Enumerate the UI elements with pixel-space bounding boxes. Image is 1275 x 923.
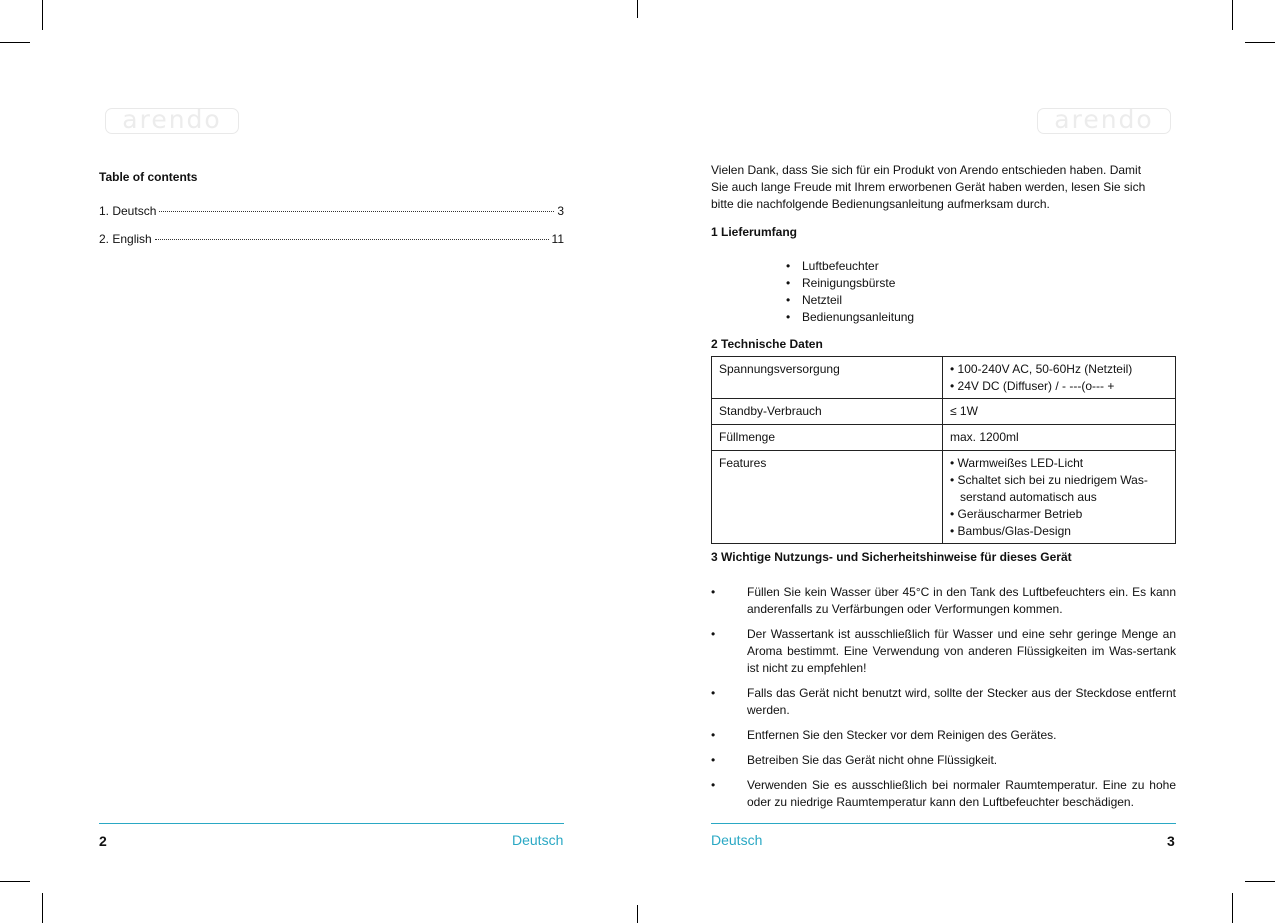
crop-mark <box>1245 42 1275 43</box>
safety-text: Betreiben Sie das Gerät nicht ohne Flüssigkeit. <box>747 753 998 767</box>
footer-language-left: Deutsch <box>512 832 564 848</box>
intro-line: Sie auch lange Freude mit Ihrem erworbenen Gerät haben werden, lesen Sie sich <box>711 180 1146 194</box>
crop-mark <box>0 42 30 43</box>
crop-mark <box>0 881 30 882</box>
crop-mark <box>637 0 638 18</box>
crop-mark <box>42 893 43 923</box>
bullet-icon: • <box>711 728 716 742</box>
list-item: • Bedienungsanleitung <box>786 309 914 326</box>
toc-leader-dots <box>155 239 549 240</box>
list-item: • Reinigungsbürste <box>786 275 914 292</box>
crop-mark <box>1245 881 1275 882</box>
spec-label: Füllmenge <box>712 425 943 451</box>
intro-line: Vielen Dank, dass Sie sich für ein Produkt von Arendo entschieden haben. Damit <box>711 163 1142 177</box>
safety-text: Füllen Sie kein Wasser über 45°C in den Tank des Luftbefeuchters ein. Es kann anderenfalls zu Verfärbungen oder Verformungen kommen. <box>747 585 1176 616</box>
section-heading-specs: 2 Technische Daten <box>711 337 823 351</box>
crop-mark <box>637 905 638 923</box>
list-item <box>711 584 1176 618</box>
intro-paragraph <box>711 162 1176 213</box>
list-item <box>711 727 1176 744</box>
bullet-icon: • <box>711 627 716 641</box>
crop-mark <box>42 0 43 30</box>
toc-entry-page: 11 <box>551 232 564 246</box>
list-item: • Netzteil <box>786 292 914 309</box>
safety-text: Entfernen Sie den Stecker vor dem Reinigen des Gerätes. <box>747 728 1057 742</box>
list-item <box>711 626 1176 677</box>
spec-value-line: • 24V DC (Diffuser) / - ---(o--- + <box>950 379 1115 393</box>
spec-value-line: • Bambus/Glas-Design <box>950 524 1071 538</box>
safety-text: Der Wassertank ist ausschließlich für Wasser und eine sehr geringe Menge an Aroma bestimmt. Eine Verwendung von anderen Flüssigkeiten im Was-sertank ist nicht zu empfehlen! <box>747 627 1176 675</box>
toc-entry[interactable] <box>99 232 564 246</box>
section-heading-safety: 3 Wichtige Nutzungs- und Sicherheitshinweise für dieses Gerät <box>711 550 1072 564</box>
section-heading-scope: 1 Lieferumfang <box>711 225 798 239</box>
footer-language-right: Deutsch <box>711 832 763 848</box>
toc-entry-page: 3 <box>557 204 564 218</box>
spec-label: Features <box>712 451 943 544</box>
footer-rule-left <box>99 823 564 824</box>
crop-mark <box>1232 893 1233 923</box>
page-number-left: 2 <box>99 833 107 849</box>
arendo-logo-right: arendo <box>1037 108 1171 134</box>
footer-rule-right <box>711 823 1176 824</box>
table-row <box>712 399 1176 425</box>
spec-value-line: max. 1200ml <box>950 430 1019 444</box>
spec-label: Spannungsversorgung <box>712 357 943 399</box>
spec-value-line: • Warmweißes LED-Licht <box>950 456 1084 470</box>
spec-label: Standby-Verbrauch <box>712 399 943 425</box>
bullet-icon: • <box>711 778 716 792</box>
bullet-icon: • <box>711 686 716 700</box>
toc-entry[interactable] <box>99 204 564 218</box>
spec-table <box>711 356 1176 544</box>
scope-list <box>786 258 914 326</box>
safety-text: Falls das Gerät nicht benutzt wird, sollte der Stecker aus der Steckdose entfernt werden. <box>747 686 1176 717</box>
table-row <box>712 357 1176 399</box>
toc-leader-dots <box>159 211 554 212</box>
spec-value <box>943 357 1176 399</box>
intro-line: bitte die nachfolgende Bedienungsanleitung aufmerksam durch. <box>711 197 1050 211</box>
spec-value <box>943 399 1176 425</box>
spec-value-line: ≤ 1W <box>950 404 978 418</box>
safety-text: Verwenden Sie es ausschließlich bei normaler Raumtemperatur. Eine zu hohe oder zu niedrige Raumtemperatur kann den Luftbefeuchter beschädigen. <box>747 778 1176 809</box>
spec-value <box>943 425 1176 451</box>
spec-value-line: • Schaltet sich bei zu niedrigem Was-serstand automatisch aus <box>950 473 1148 504</box>
toc-entry-label: 1. Deutsch <box>99 204 157 218</box>
list-item: • Luftbefeuchter <box>786 258 914 275</box>
arendo-logo-left: arendo <box>105 108 239 134</box>
toc-title: Table of contents <box>99 170 198 184</box>
spec-value-line: • Geräuscharmer Betrieb <box>950 507 1083 521</box>
spec-value <box>943 451 1176 544</box>
bullet-icon: • <box>711 585 716 599</box>
table-row <box>712 451 1176 544</box>
bullet-icon: • <box>711 753 716 767</box>
list-item <box>711 752 1176 769</box>
spec-value-line: • 100-240V AC, 50-60Hz (Netzteil) <box>950 362 1133 376</box>
list-item <box>711 685 1176 719</box>
list-item <box>711 777 1176 811</box>
crop-mark <box>1232 0 1233 30</box>
page-number-right: 3 <box>1167 833 1175 849</box>
table-row <box>712 425 1176 451</box>
toc-entry-label: 2. English <box>99 232 152 246</box>
